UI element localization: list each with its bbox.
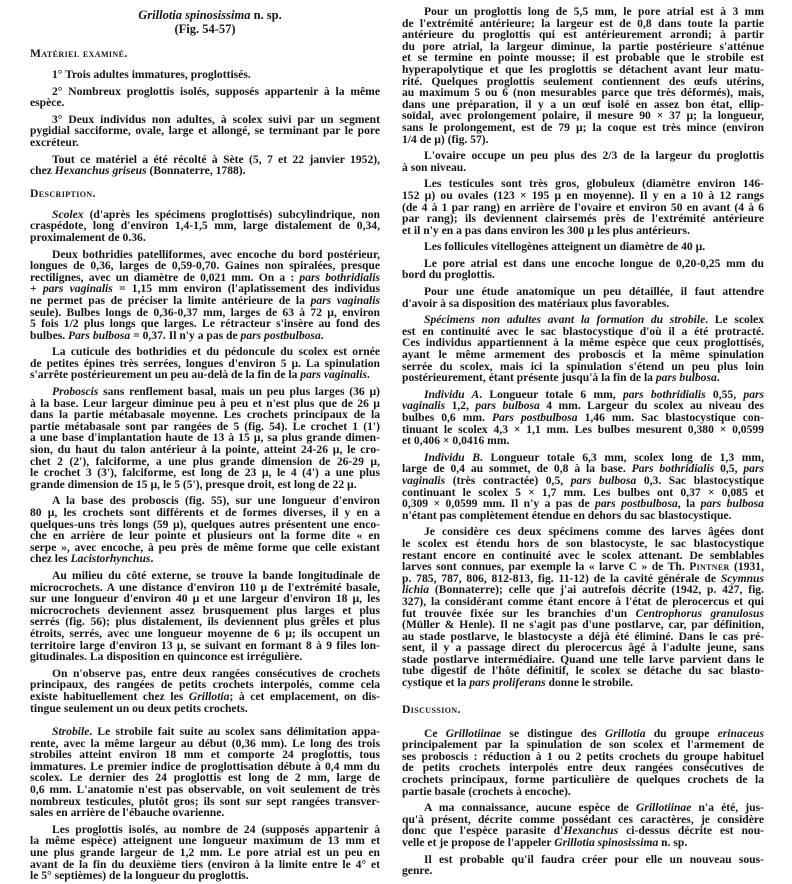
species-name: Grillotia spinosissima: [138, 8, 251, 22]
paragraph: [30, 668, 380, 714]
italic-term: Individu B: [424, 450, 480, 464]
text-run: continuant le scolex 5 × 1,7 mm. Les bulbes ont 0,37 × 0,085 et: [402, 485, 764, 499]
paragraph: [30, 249, 380, 342]
text-line: [402, 134, 764, 146]
text-run: étroits, serrés, avec une longueur moyenne de 6 µ; ils occupent un: [30, 626, 380, 640]
paragraph: [402, 854, 764, 877]
text-run: p. 785, 787, 806, 812-813, fig. 11-12) de la cavité générale de: [402, 571, 721, 585]
text-run: sans le prolongement, est de 79 µ; la coque est très mince (environ: [402, 120, 764, 134]
text-run: ci-dessus décrite est nou-: [618, 824, 764, 838]
text-run: . Le scolex: [705, 313, 764, 327]
text-run: 0,6 mm. L'anatomie n'est pas observable, on voit seulement de très: [30, 783, 380, 797]
italic-term: erinaceus: [717, 726, 764, 740]
text-run: la même espèce) atteignent une longueur maximum de 13 mm et: [30, 834, 380, 848]
paragraph: [30, 570, 380, 663]
paragraph: [402, 526, 764, 688]
paragraph: [30, 346, 380, 381]
text-run: 4 mm. Largeur du scolex au niveau des: [539, 399, 765, 413]
text-run: n'étant pas complètement étendue en dehors du sac blastocystique.: [402, 508, 732, 522]
paragraph: [402, 314, 764, 384]
paragraph: [402, 802, 764, 848]
text-line: [402, 162, 764, 174]
text-run: genre.: [402, 864, 433, 878]
text-run: le scolex est étendu hors de son blastocyste, le sac blastocystique: [402, 536, 764, 550]
text-run: et se termine en pointe mousse; il est probable que le strobile est: [402, 51, 764, 65]
text-run: qu'à présent, décrite comme possédant ces caractères, je considère: [402, 812, 764, 826]
text-run: velle et je propose de l'appeler: [402, 836, 555, 849]
text-run: strobiles atteint environ 18 mm et comporte 24 proglottis, tous: [30, 748, 380, 762]
text-run: +: [30, 282, 43, 296]
text-run: a une base d'implantation haute de 13 à 15 µ, sa plus grande dimen-: [30, 431, 380, 445]
text-run: immatures. Le premier indice de proglottisation débute à 0,4 mm du: [30, 759, 380, 773]
text-run: Tout ce matériel a été récolté à Sète (5, 7 et 22 janvier 1952),: [52, 152, 380, 166]
text-run: crochets principaux, forme particulière de quelques crochets de la: [402, 773, 764, 787]
text-run: et 0,406 × 0,0416 mm.: [402, 434, 510, 448]
species-suffix: n. sp.: [253, 8, 282, 22]
text-run: 2° Nombreux proglottis isolés, supposés appartenir à la même: [52, 84, 380, 98]
text-line: [30, 232, 380, 244]
text-run: tube digestif de l'hôte définitif, le scolex se détache du sac blasto-: [402, 664, 764, 678]
text-run: . Longueur totale 6 mm,: [479, 387, 623, 401]
text-run: Ce: [424, 726, 446, 740]
text-run: che en arrière de leur pointe et plusieurs ont la forme dite « en: [30, 529, 380, 543]
italic-term: Grillotia: [604, 726, 646, 740]
italic-term: Individu A: [424, 387, 480, 401]
paragraph: [402, 258, 764, 281]
text-run: (Müller & Henle). Il ne s'agit pas d'une postlarve, car, par définition,: [402, 618, 764, 632]
paragraph: [402, 389, 764, 447]
text-line: [30, 870, 380, 882]
paragraph: [402, 178, 764, 236]
text-run: au stade postlarve, le blastocyste a déjà été éliminé. Dans le cas pré-: [402, 629, 764, 643]
paragraph: [30, 114, 380, 149]
text-run: sans renflement basal, mais un peu plus larges (36 µ): [98, 385, 380, 399]
text-run: cystique et la: [402, 676, 470, 690]
italic-term: pars bothridialis: [622, 387, 706, 401]
text-run: du groupe: [645, 726, 718, 740]
text-line: [30, 369, 380, 381]
paragraph: [402, 6, 764, 145]
text-run: du pore atrial, la largeur diminue, la partie postérieure s'atténue: [402, 39, 764, 53]
text-run: est en continuité avec le sac blastocystique d'où il a été protracté.: [402, 324, 764, 338]
text-run: ayant le même armement des proboscis et la même spinulation: [402, 348, 764, 362]
paragraph: [30, 495, 380, 565]
text-run: le crochet 3 (3'), falciforme, est long de 23 µ, le 4 (4') a une plus: [30, 466, 380, 480]
text-run: chez: [30, 164, 55, 178]
text-line: [402, 865, 764, 877]
paragraph: [402, 241, 764, 253]
italic-term: pars: [743, 462, 764, 476]
text-run: le 5° septièmes) de la longueur du proglottis.: [30, 869, 249, 883]
text-run: partie basale (crochets à encoche).: [402, 784, 571, 798]
text-line: [402, 510, 764, 522]
text-run: .: [320, 328, 324, 342]
author-name: Pintner: [689, 560, 730, 574]
text-run: La cuticule des bothridies et du pédoncule du scolex est ornée: [52, 345, 380, 359]
text-run: sur une longueur d'environ 40 µ et une largeur d'environ 18 µ, les: [30, 592, 380, 606]
text-run: antérieure du proglottis qui est antérieurement arrondi; à partir: [402, 28, 764, 42]
text-run: d'avoir à sa disposition des matériaux plus favorables.: [402, 296, 670, 310]
text-run: de petits crochets interpolés entre deux rangées consécutives de: [402, 761, 764, 775]
text-run: microcrochets deviennent assez brusquement plus larges et plus: [30, 603, 380, 617]
text-run: Pour un proglottis long de 5,5 mm, le pore atrial est à 3 mm: [424, 5, 764, 18]
text-run: A ma connaissance, aucune espèce de: [424, 801, 636, 815]
text-run: L'ovaire occupe un peu plus des 2/3 de la largeur du proglottis: [424, 149, 764, 163]
italic-term: pars vaginalis: [300, 368, 367, 382]
italic-term: Grillotiinae: [635, 801, 692, 815]
text-run: Les proglottis isolés, au nombre de 24 (supposés appartenir à: [52, 822, 380, 836]
text-run: donc que l'espèce parasite d': [402, 824, 564, 838]
text-run: = 1,15 mm environ (l'aplatissement des individus: [112, 282, 380, 296]
text-run: 1,2,: [445, 399, 476, 413]
text-run: quelques-uns très longs (59 µ), quelques autres présentent une enco-: [30, 517, 380, 531]
text-run: .: [366, 368, 370, 382]
text-run: sion, du haut du talon antérieur à la pointe, atteint 24-26 µ, le cro-: [30, 443, 380, 457]
text-line: [402, 372, 764, 384]
text-run: de l'extrémité antérieure; la largeur est de 0,8 dans toute la partie: [402, 16, 764, 30]
text-run: sales en arrière de l'ébauche ovarienne.: [30, 806, 225, 820]
text-run: et il n'y en a pas dans environ les 300 µ les plus antérieurs.: [402, 223, 690, 237]
text-run: 3° Deux individus non adultes, à scolex suivi par un segment: [52, 112, 380, 126]
italic-term: pars bulbosa: [570, 473, 637, 487]
text-run: une plus grande largeur de 1,2 mm. Le pore atrial est un peu en: [30, 846, 380, 860]
text-run: à son niveau.: [402, 160, 467, 174]
text-run: (Bonnaterre); celle que j'ai autrefois décrite (1942, p. 427, fig.: [429, 583, 764, 597]
paragraph: [402, 150, 764, 173]
text-run: au maximum 5 ou 6 (non mesurables parce que très déformés), mais,: [402, 86, 764, 100]
text-run: serrée du scolex, mais ici la spinulation s'étend un peu plus loin: [402, 359, 764, 373]
text-run: scolex. Le dernier des 24 proglottis est long de 2 mm, large de: [30, 771, 380, 785]
text-run: . Le strobile fait suite au scolex sans délimitation appa-: [89, 725, 380, 739]
text-run: Le pore atrial est dans une encoche longue de 0,20-0,25 mm du: [424, 256, 764, 270]
text-run: donne le strobile.: [545, 676, 634, 690]
text-run: Deux bothridies patelliformes, avec encoche du bord postérieur,: [52, 247, 380, 261]
text-run: ne permet pas de préciser la limite antérieure de la: [30, 293, 311, 307]
text-run: proximalement de 0.36.: [30, 230, 146, 244]
text-run: rité. Quelques proglottis seulement contiennent des œufs utérins,: [402, 74, 764, 88]
text-line: [30, 86, 380, 98]
text-run: serrés (fig. 56); plus distalement, ils deviennent plus grêles et plus: [30, 615, 380, 629]
text-run: n'a été, jus-: [691, 801, 764, 815]
paragraph: [402, 286, 764, 309]
text-run: larves sont connues, par exemple la « larve C » de Th.: [402, 560, 690, 574]
italic-term: Hexanchus griseus: [54, 164, 147, 178]
text-run: 0,309 × 0,0599 mm. Il n'y a pas de: [402, 497, 596, 511]
paragraph: [402, 728, 764, 798]
italic-term: vaginalis: [402, 399, 446, 413]
italic-term: vaginalis: [402, 473, 446, 487]
text-run: Au milieu du côté externe, se trouve la bande longitudinale de: [52, 568, 380, 582]
italic-term: pars vaginalis: [42, 282, 113, 296]
text-run: bulbes 0,6 mm.: [402, 411, 492, 424]
text-run: de petites épines très serrées, longues d'environ 5 µ. La spinulation: [30, 356, 380, 370]
text-run: 1° Trois adultes immatures, proglottisés.: [52, 68, 251, 81]
text-line: [402, 269, 764, 281]
text-run: excréteur.: [30, 135, 79, 149]
text-run: n. sp.: [658, 836, 688, 849]
text-line: [30, 165, 380, 177]
text-run: dans la partie métabasale moyenne. Les crochets principaux de la: [30, 408, 380, 422]
text-run: 0,3. Sac blastocystique: [636, 473, 764, 487]
italic-term: pars postbulbosa: [595, 497, 678, 511]
text-run: = 0,37. Il n'y a pas de: [130, 328, 241, 342]
italic-term: Grillotia spinosissima: [554, 836, 659, 849]
italic-term: Spécimens non adultes avant la formation du strobile: [424, 313, 706, 327]
text-line: [30, 137, 380, 149]
italic-term: Grillotiinae: [445, 726, 502, 740]
text-run: 1/4 de µ) (fig. 57).: [402, 132, 489, 146]
text-run: craspédote, long d'environ 1,4-1,5 mm, large distalement de 0,34,: [30, 219, 380, 233]
text-run: 0,5,: [714, 462, 744, 476]
text-run: tinuant le scolex 4,3 × 1,1 mm. Les bulbes mesurent 0,380 × 0,0599: [402, 422, 764, 436]
text-run: 80 µ, les crochets sont différents et de formes diverses, il y en a: [30, 506, 380, 519]
text-run: principalement par la spinulation de son scolex et l'armement de: [402, 738, 764, 752]
italic-term: pars vaginalis: [310, 293, 380, 307]
text-run: A la base des proboscis (fig. 55), sur une longueur d'environ: [52, 494, 380, 508]
text-run: , la: [677, 497, 701, 511]
text-run: avant de la fin du deuxième tiers (environ à la limite entre le 4° et: [30, 857, 380, 871]
italic-term: pars proliferans: [469, 676, 546, 690]
text-line: [30, 97, 380, 109]
italic-term: Centrophorus granulosus: [635, 606, 764, 620]
paragraph: [402, 452, 764, 522]
text-run: espèce.: [30, 96, 65, 110]
text-run: fut trouvée fixée sur les branchies d'un: [402, 606, 636, 620]
text-run: territoire large d'environ 13 µ, se suivant en formant 8 à 9 files lon-: [30, 638, 380, 652]
text-run: bord du proglottis.: [402, 268, 495, 282]
text-line: [402, 225, 764, 237]
text-run: chez les: [30, 552, 71, 566]
text-run: (1931,: [729, 560, 764, 574]
text-line: [30, 330, 380, 342]
text-run: par rang); ils deviennent clairsemés près de l'extrémité antérieure: [402, 212, 764, 226]
text-run: pygidial sacciforme, ovale, large et allongé, se terminant par le pore: [30, 124, 380, 138]
text-line: [30, 69, 380, 81]
text-run: grande dimension de 15 µ, le 5 (5'), presque droit, est long de 22 µ.: [30, 477, 357, 491]
text-run: postérieurement, étant présente jusqu'à la fin de la: [402, 371, 656, 385]
italic-term: Proboscis: [52, 385, 99, 399]
paragraph: [30, 209, 380, 244]
right-text-flow: [402, 6, 764, 877]
figure-reference: (Fig. 54-57): [174, 22, 236, 36]
section-heading: Discussion.: [402, 702, 461, 716]
text-run: s'arrête postérieurement un peu au-delà de la fin de la: [30, 368, 301, 382]
italic-term: Hexanchus: [563, 824, 619, 838]
text-run: ; à cet emplacement, on dis-: [229, 689, 381, 703]
text-run: . Longueur totale 6,3 mm, scolex long de 1,3 mm,: [479, 450, 764, 464]
text-run: 0,55,: [705, 387, 744, 401]
text-line: [30, 553, 380, 565]
text-run: On n'observe pas, entre deux rangées consécutives de crochets: [52, 666, 380, 680]
text-run: nombreux testicules, plutôt gros; ils sont sur sept rangées transver-: [30, 794, 380, 808]
text-run: Les testicules sont très gros, globuleux (diamètre environ 146-: [424, 177, 764, 191]
text-run: à la base. Leur largeur diminue peu à peu et n'est plus que de 26 µ: [30, 396, 380, 410]
text-run: microcrochets. A une distance d'environ 110 µ de l'extrémité basale,: [30, 580, 380, 594]
paragraph: [30, 386, 380, 490]
left-text-flow: [30, 47, 380, 882]
section-heading: Description.: [30, 186, 96, 200]
italic-term: pars: [743, 387, 765, 401]
text-run: (d'après les spécimens proglottisés) subcylindrique, non: [83, 207, 380, 221]
text-line: [30, 807, 380, 819]
text-run: rente, avec la même largeur au début (0,36 mm). Le long des trois: [30, 736, 380, 750]
italic-term: pars bulbosa: [700, 497, 764, 511]
text-line: [402, 677, 764, 689]
paragraph: [30, 726, 380, 819]
text-run: se distingue des: [501, 726, 605, 740]
text-run: existe habituellement chez les: [30, 689, 189, 703]
text-line: [402, 786, 764, 798]
text-run: hyperapolytique et que les proglottis se détachent avant leur matu-: [402, 62, 764, 76]
text-run: 5 fois 1/2 plus longs que larges. Le rétracteur s'insère au fond des: [30, 317, 380, 331]
text-run: seule). Bulbes longs de 0,36-0,37 mm, larges de 63 à 72 µ, environ: [30, 305, 380, 319]
text-run: (de 4 à 1 par rang) en arrière de l'ovaire et environ 50 en avant (4 à 6: [402, 200, 764, 214]
text-line: [402, 837, 764, 849]
text-run: dans une préparation, il y a un œuf isolé en assez bon état, ellip-: [402, 97, 764, 111]
text-line: [30, 651, 380, 663]
text-line: [30, 125, 380, 137]
text-run: Les follicules vitellogènes atteignent un diamètre de 40 µ.: [424, 240, 706, 254]
italic-term: pars bulbosa: [475, 399, 540, 413]
text-line: [402, 298, 764, 310]
italic-term: pars bothridialis: [299, 270, 380, 284]
left-column: [30, 0, 381, 883]
text-run: Pour une étude anatomique un peu détaillée, il faut attendre: [424, 285, 764, 299]
italic-term: pars postbulbosa: [240, 328, 321, 342]
italic-term: pars bulbosa: [655, 371, 717, 385]
text-line: [30, 479, 380, 491]
italic-term: Strobile: [52, 725, 90, 739]
text-run: Ces individus appartiennent à la même espèce que ceux proglottisés,: [402, 336, 764, 350]
text-run: stade postlarve intermédiaire. Quand une telle larve parvient dans le: [402, 652, 764, 666]
italic-term: Pars postbulbosa: [491, 411, 578, 424]
paragraph: [30, 86, 380, 109]
text-run: Il est probable qu'il faudra créer pour elle un nouveau sous-: [424, 852, 764, 866]
text-run: 1,46 mm. Sac blastocystique con-: [577, 411, 764, 424]
text-run: tingue seulement un ou deux petits crochets.: [30, 701, 248, 715]
text-run: .: [150, 552, 154, 566]
text-run: serpe », avec encoche, à peu près de même forme que celle existant: [30, 540, 380, 554]
italic-term: lichia: [402, 583, 430, 597]
text-run: partie métabasale sont par rangées de 5 (fig. 54). Le crochet 1 (1'): [30, 419, 380, 433]
text-run: soïdal, avec prolongement polaire, il mesure 90 × 37 µ; la longueur,: [402, 109, 764, 123]
text-run: (Bonnaterre, 1788).: [146, 164, 246, 178]
italic-term: Pars bothridialis: [631, 462, 715, 476]
italic-term: Pars bulbosa: [68, 328, 131, 342]
text-line: [402, 435, 764, 447]
text-run: gitudinales. La disposition en quinconce est irrégulière.: [30, 650, 303, 664]
text-run: 152 µ) ou ovales (123 × 195 µ en moyenne). Il y en a 10 à 12 rangs: [402, 188, 764, 202]
text-line: [402, 241, 764, 253]
italic-term: Grillotia: [188, 689, 230, 703]
text-run: restant encore en continuité avec le scolex attenant. De semblables: [402, 548, 764, 562]
species-title: [40, 8, 380, 22]
italic-term: Scolex: [52, 207, 84, 221]
text-run: ses proboscis : réduction à 1 ou 2 petits crochets du groupe habituel: [402, 749, 764, 763]
paragraph: [30, 824, 380, 882]
text-line: [402, 854, 764, 866]
text-run: sent, il y a passage direct du plerocercus âgé à l'adulte jeune, sans: [402, 641, 764, 655]
text-run: 327), la considérant comme étant encore à l'état de plerocercus et qui: [402, 594, 764, 608]
text-run: Je considère ces deux spécimens comme des larves âgées dont: [424, 525, 764, 539]
text-run: large de 0,4 au sommet, de 0,8 à la base.: [402, 462, 632, 476]
paragraph: [30, 69, 380, 81]
paragraph: [30, 154, 380, 177]
italic-term: Lacistorhynchus: [70, 552, 151, 566]
text-run: (très contractée) 0,5,: [445, 473, 571, 487]
section-heading: Matériel examiné.: [30, 47, 128, 60]
text-run: longues de 0,36, larges de 0,59-0,70. Gaines non spiralées, presque: [30, 259, 380, 273]
species-title-block: [30, 8, 380, 36]
text-run: chet 2 (2'), falciforme, a une plus grande dimension de 26-29 µ,: [30, 454, 380, 468]
italic-term: Scymnus: [720, 571, 764, 585]
text-line: [30, 703, 380, 715]
text-run: principaux, des rangées de petits crochets interpolés, comme cela: [30, 678, 380, 692]
text-run: .: [716, 371, 720, 385]
text-run: rectilignes, avec un diamètre de 0,021 mm. On a :: [30, 270, 300, 284]
text-run: bulbes.: [30, 328, 69, 342]
